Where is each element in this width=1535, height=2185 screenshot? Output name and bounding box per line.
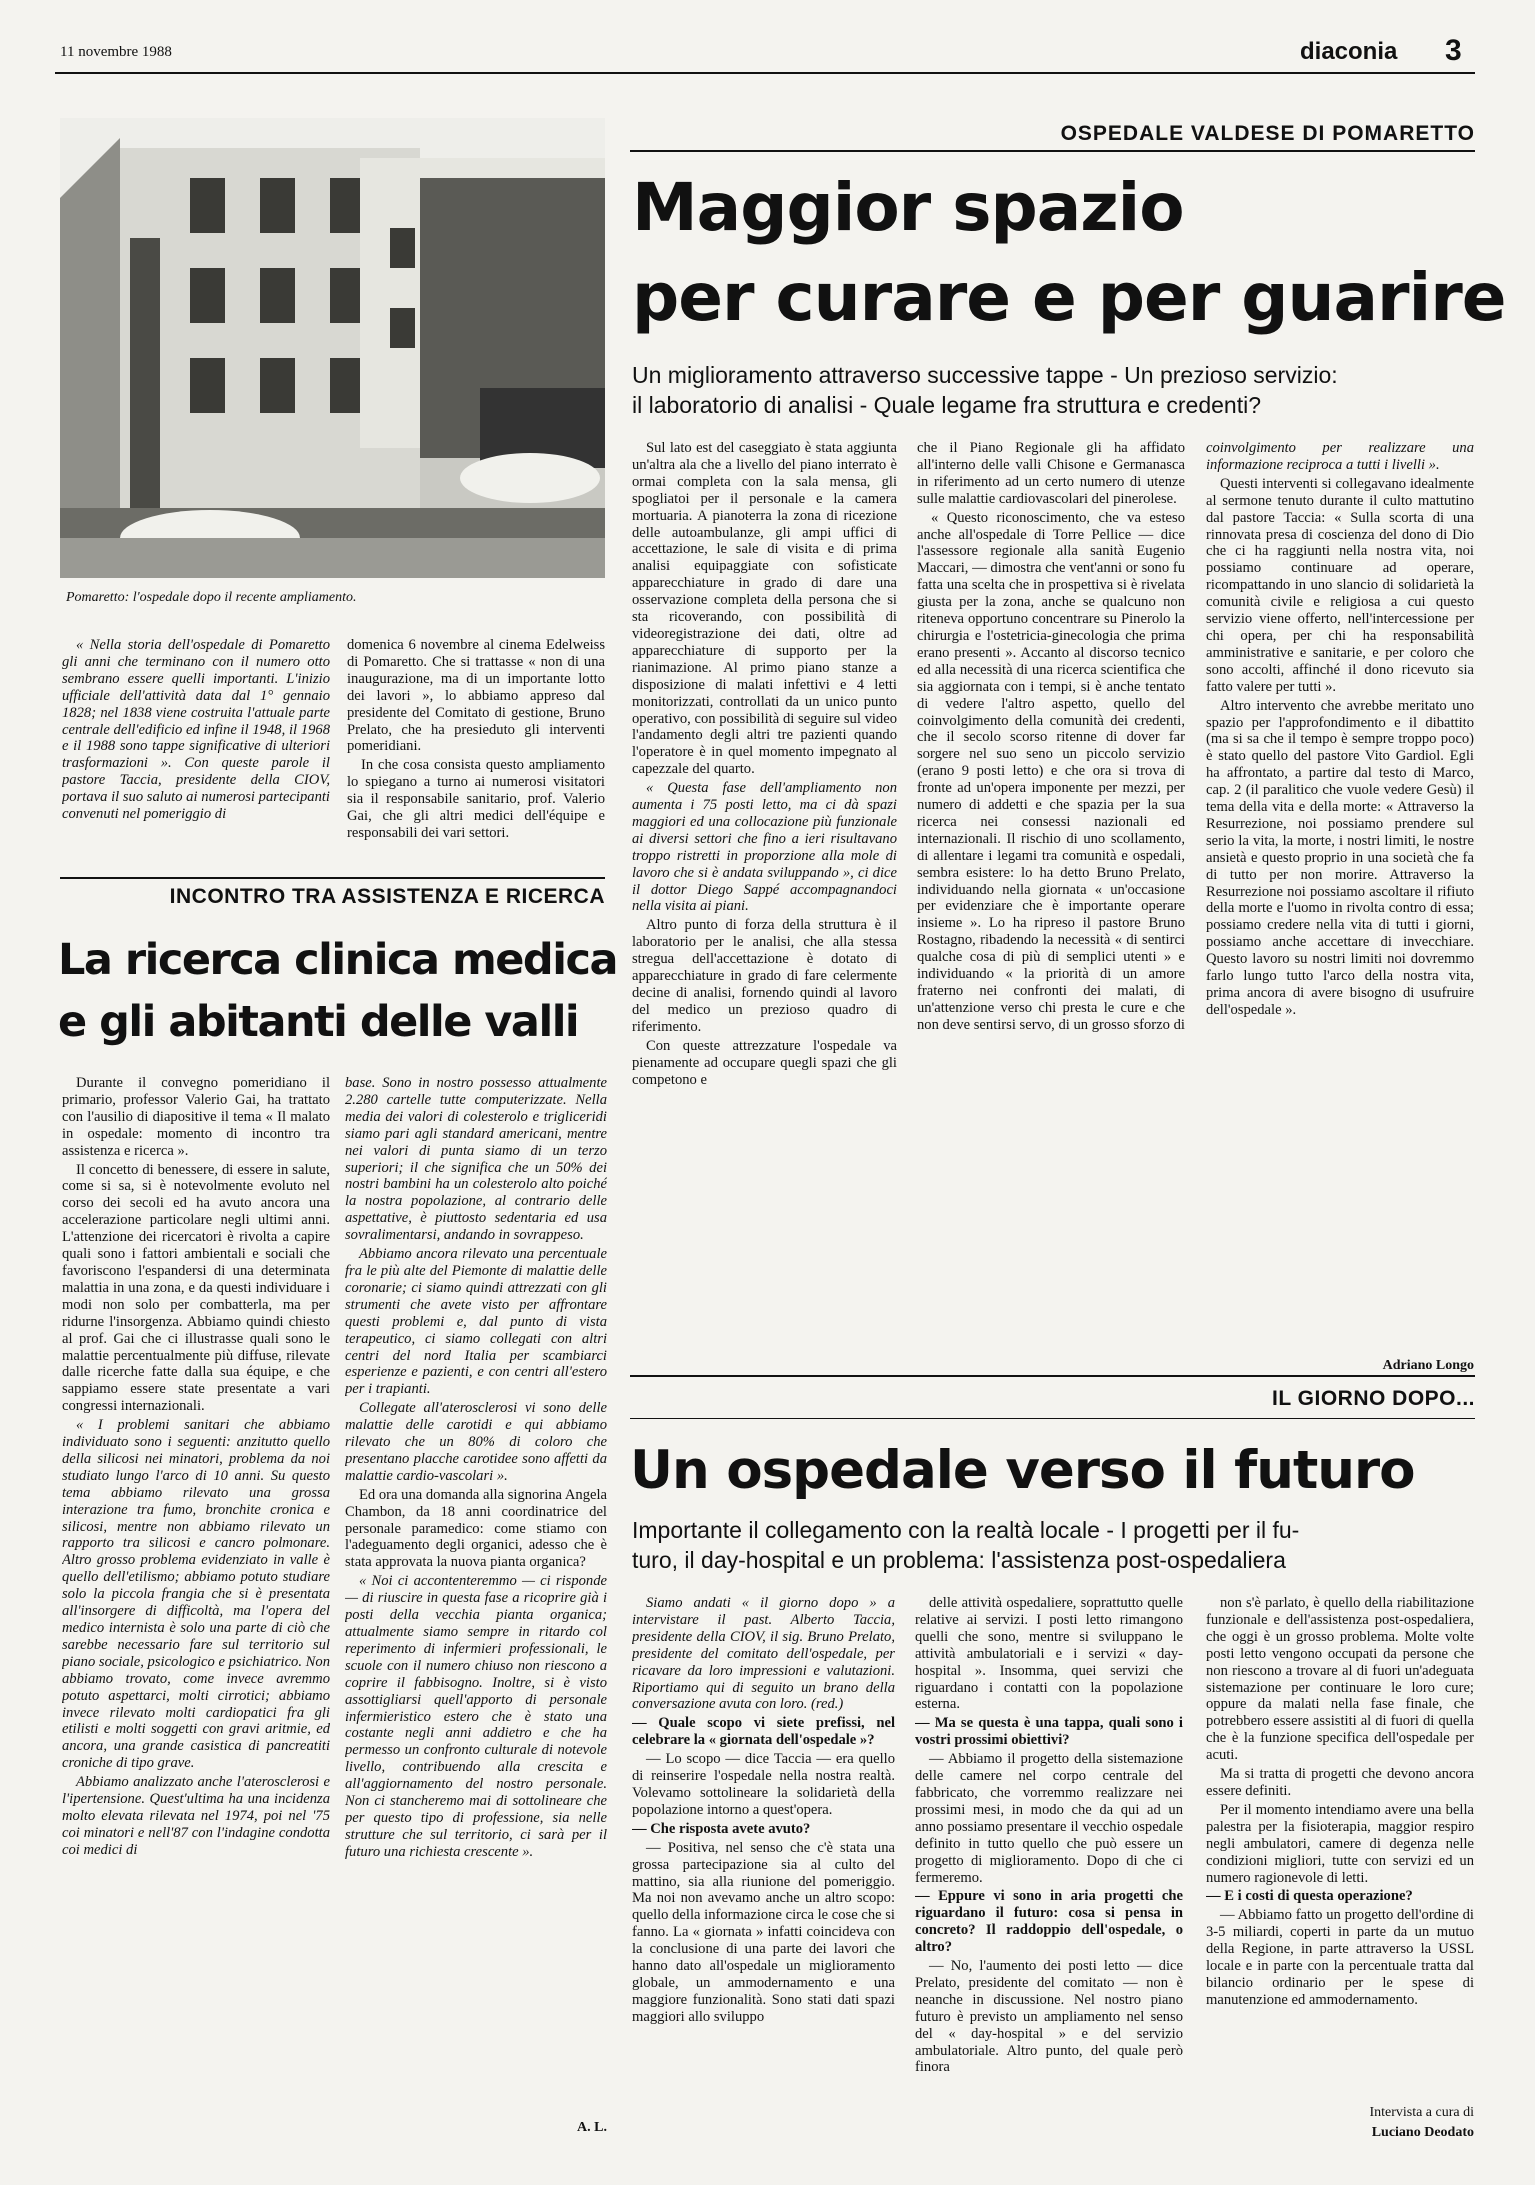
page-number: 3 [1445, 34, 1462, 67]
interview-question: — Eppure vi sono in aria progetti che riguardano il futuro: cosa si pensa in concreto? Il raddoppio dell'ospedale, o altro? [915, 1888, 1183, 1956]
article3-kicker: IL GIORNO DOPO... [1272, 1387, 1475, 1410]
article1-paragraph: che il Piano Regionale gli ha affidato all'interno delle valli Chisone e Germanasca in riferimento ad un certo numero di utenze sulle malattie cardiovascolari del pinerolese. [917, 440, 1185, 507]
article1-paragraph: « Questo riconoscimento, che va esteso anche all'ospedale di Torre Pellice — dice l'assessore regionale alla sanità Eugenio Maccari, — dimostra che vent'anni or sono fu fatta una scelta che in prospettiva si è rivelata giusta per la zona, anche se qualcuno non riteneva opportuno concentrare su Pinerolo la chirurgia e l'ostetricia-ginecologia che prima erano presenti ». Accanto al discorso tecnico ed alla necessità di una ricerca scientifica che sia aggiornata con i tempi, si è anche tentato di vedere l'altro aspetto, quello del coinvolgimento della comunità dei credenti, che il secolo scorso ritenne di dover far sorgere nel suo seno un piccolo servizio (erano 9 posti letto) e che ora si trova di fronte ad un'opera imponente per mezzi, per numero di addetti e che spazia per la sua ricerca nei consessi nazionali ed internazionali. Il rischio di uno scollamento, di allentare i legami tra comunità e ospedali, sembra esistere: lo ha detto Bruno Prelato, individuando nella giornata « un'occasione per evidenziare che è importante operare insieme ». Lo ha ripreso il pastore Bruno Rostagno, ribadendo la necessità « di sentirci qualche cosa di più di semplici utenti » e individuando « la priorità di un amore fraterno nei confronti dei malati, di un'attenzione verso chi presta le cure e che non deve sentirsi servo, di un grosso sforzo di [917, 509, 1185, 1033]
intro-paragraph: « Nella storia dell'ospedale di Pomaretto gli anni che terminano con il numero otto sembrano essere quelli importanti. L'inizio ufficiale dell'attività data dal 1° gennaio 1828; nel 1838 viene costruita l'attuale parte centrale dell'edificio ed infine il 1948, il 1968 e il 1988 sono tappe significative di ulteriori trasformazioni ». Con queste parole il pastore Taccia, presidente della CIOV, portava il suo saluto ai numerosi partecipanti convenuti nel pomeriggio di [62, 637, 330, 823]
interview-paragraph: Ma si tratta di progetti che devono ancora essere definiti. [1206, 1766, 1474, 1799]
article1-kicker: OSPEDALE VALDESE DI POMARETTO [1060, 122, 1475, 145]
article1-paragraph: coinvolgimento per realizzare una informazione reciproca a tutti i livelli ». [1206, 440, 1474, 473]
article3-column-1 [632, 1595, 895, 2155]
article1-paragraph: Altro intervento che avrebbe meritato uno spazio per l'approfondimento e il dibattito (ma si sa che il tempo è sempre troppo poco) è stato quello del pastore Vito Gardiol. Egli ha affrontato, a partire dal testo di Marco, cap. 2 (il paralitico che vuole vedere Gesù) il tema della vita e della morte: « Attraverso la Resurrezione, noi possiamo prendere sul serio la vita, la morte, i nostri limiti, le nostre ansietà e questo proprio in una società che fa di tutto per non morire. Attraverso la Resurrezione noi possiamo ascoltare il rifiuto della morte e l'uomo in rivolta contro di essa; possiamo credere nella vita di tutti i giorni, possiamo anche accettare di invecchiare. Questo lavoro su nostri limiti noi dovremmo farlo lungo tutto l'arco della nostra vita, prima ancora di avere bisogno di usufruire dell'ospedale ». [1206, 697, 1474, 1018]
article1-paragraph: Con queste attrezzature l'ospedale va pienamente ad occupare quegli spazi che gli competono e [632, 1037, 897, 1088]
article3-deck-line1: Importante il collegamento con la realtà locale - I progetti per il fu- [632, 1517, 1300, 1543]
article2-signature: A. L. [577, 2120, 607, 2135]
issue-date: 11 novembre 1988 [60, 44, 172, 60]
article3-column-3 [1206, 1595, 1474, 2095]
article1-paragraph: Sul lato est del caseggiato è stata aggiunta un'altra ala che a livello del piano interrato è ormai completa con la sala mensa, gli spogliatoi per il personale e la camera mortuaria. A pianoterra la zona di ricezione delle autoambulanze, gli ampi uffici di accettazione, le sale di visita e di prima analisi equipaggiate con sofisticate apparecchiature in grado di dare una osservazione completa della persona che si sta ricoverando, con possibilità di videoregistrazione dei dati, oltre ad apparecchiature di supporto per la rianimazione. Al primo piano stanze a disposizione di malati infettivi e 4 letti monitorizzati, controllati da un unico punto operativo, con possibilità di seguire sul video l'andamento degli altri tre pazienti quando l'operatore è in quel momento impegnato al capezzale del quarto. [632, 440, 897, 778]
article1-signature: Adriano Longo [1382, 1358, 1474, 1373]
interview-question: — Ma se questa è una tappa, quali sono i vostri prossimi obiettivi? [915, 1715, 1183, 1749]
article1-paragraph: « Questa fase dell'ampliamento non aumenta i 75 posti letto, ma ci dà spazi maggiori ed una collocazione più funzionale ai diversi settori che fino a ieri risultavano troppo ristretti in proporzione alla mole di lavoro che si è andata sviluppando », ci dice il dottor Diego Sappé accompagnandoci nella visita ai piani. [632, 780, 897, 915]
article1-paragraph: Altro punto di forza della struttura è il laboratorio per le analisi, che alla stessa stregua dell'accettazione è dotato di apparecchiature in grado di fare celermente decine di analisi, fornendo quindi al lavoro del medico un prezioso quadro di riferimento. [632, 917, 897, 1035]
article2-paragraph: Collegate all'aterosclerosi vi sono delle malattie delle carotidi e qui abbiamo rilevato che un 80% di coloro che presentano placche carotidee sono affetti da malattie cardio-vascolari ». [345, 1400, 607, 1484]
kicker-rule [630, 1375, 1475, 1377]
article2-headline-line1: La ricerca clinica medica [58, 935, 617, 985]
kicker-rule [60, 877, 605, 879]
article3-signature-intro: Intervista a cura di [1369, 2105, 1474, 2120]
article2-kicker: INCONTRO TRA ASSISTENZA E RICERCA [169, 885, 605, 908]
article2-paragraph: Abbiamo ancora rilevato una percentuale fra le più alte del Piemonte di malattie delle coronarie; ci siamo quindi attrezzati con gli strumenti che avete visto per affrontare questi problemi e, dal punto di vista terapeutico, ci siamo collegati con altri centri del nord Italia per scambiarci esperienze e pazienti, e con centri all'estero per i trapianti. [345, 1246, 607, 1398]
article2-headline-line2: e gli abitanti delle valli [58, 997, 579, 1047]
article2-paragraph: « Noi ci accontenteremmo — ci risponde — di riuscire in questa fase a ricoprire già i posti della vecchia pianta organica; attualmente siamo sempre in ritardo col reperimento di infermieri professionali, le scuole con il numero chiuso non riescono a coprire il fabbisogno. Inoltre, si è visto assottigliarsi quell'apporto di personale infermieristico estero che è stato una costante negli anni addietro e che ha permesso un confronto culturale di notevole livello, contribuendo alla crescita e all'aggiornamento del nostro personale. Non ci stancheremo mai di sottolineare che per questo tipo di professione, sia nelle strutture che sul territorio, ci sarà per il futuro una richiesta crescente ». [345, 1573, 607, 1860]
article3-deck-line2: turo, il day-hospital e un problema: l'assistenza post-ospedaliera [632, 1547, 1286, 1573]
interview-paragraph: Per il momento intendiamo avere una bella palestra per la fisioterapia, maggior respiro negli ambulatori, camere di degenza nelle condizioni migliori, tutte con servizi ed un numero ragionevole di letti. [1206, 1801, 1474, 1886]
article3-column-2 [915, 1595, 1183, 2155]
article2-column-1 [62, 1075, 330, 2140]
interview-paragraph: delle attività ospedaliere, soprattutto quelle relative ai servizi. I posti letto rimangono quelli che sono, mentre si sviluppano le attività ambulatoriali e i servizi « day-hospital ». Insomma, quei servizi che riguardano i contatti con la popolazione esterna. [915, 1595, 1183, 1713]
article1-paragraph: Questi interventi si collegavano idealmente al sermone tenuto durante il culto mattutino dal pastore Taccia: « Sulla scorta di una rinnovata presa di coscienza del dono di Dio che ci ha raggiunti nella nostra vita, noi possiamo continuare ad operare, ricompattando in uno slancio di solidarietà la comunità civile e religiosa a cui questo servizio viene offerto, nell'intercessione per chi opera, per chi ha responsabilità amministrative e sanitarie, e per coloro che sono accolti, affinché il dono ricevuto sia fatto valere per tutti ». [1206, 475, 1474, 695]
hospital-photo [60, 118, 605, 578]
intro-column-right [347, 637, 605, 857]
article2-paragraph: Il concetto di benessere, di essere in salute, come si sa, si è notevolmente evoluto nel corso dei secoli ed ha avuto ancora una accelerazione particolare negli ultimi anni. L'attenzione dei ricercatori è rivolta a capire quali sono i fattori ambientali e sociali che favoriscono l'espandersi di una determinata malattia in una zona, e da questi individuare i modi non solo per combatterla, ma per ridurne l'insorgenza. Abbiamo quindi chiesto al prof. Gai che ci illustrasse quali sono le malattie percentualmente più diffuse, rilevate dalle ricerche fatte dalla sua équipe, e che sappiamo essere state presentate a vari congressi internazionali. [62, 1161, 330, 1415]
article1-column-2 [917, 440, 1185, 1370]
article3-signature: Luciano Deodato [1371, 2125, 1474, 2140]
intro-paragraph: domenica 6 novembre al cinema Edelweiss di Pomaretto. Che si trattasse « non di una inaugurazione, ma di un importante lotto dei lavori », lo abbiamo appreso dal presidente del Comitato di gestione, Bruno Prelato, che ha presieduto gli interventi pomeridiani. [347, 637, 605, 755]
interview-paragraph: — Abbiamo fatto un progetto dell'ordine di 3-5 miliardi, coperti in parte da un mutuo della Regione, in parte attraverso la USSL locale e in parte con la percentuale tratta dal bilancio ordinario per le spese di manutenzione ed ammodernamento. [1206, 1907, 1474, 2008]
article1-deck-line2: il laboratorio di analisi - Quale legame fra struttura e credenti? [632, 392, 1261, 418]
header-rule [55, 72, 1475, 74]
interview-paragraph: — Abbiamo il progetto della sistemazione delle camere nel corpo centrale del fabbricato, che vorremmo realizzare nei prossimi mesi, in modo che da qui ad un anno possiamo presentare il vecchio ospedale definito in tutto quello che può essere un progetto di miglioramento. Dopo di che ci fermeremo. [915, 1751, 1183, 1886]
article1-column-3 [1206, 440, 1474, 1355]
article1-headline-line1: Maggior spazio [632, 169, 1184, 246]
article2-paragraph: Ed ora una domanda alla signorina Angela Chambon, da 18 anni coordinatrice del personale paramedico: come stiamo con l'adeguamento degli organici, adesso che è stata approvata la nuova pianta organica? [345, 1486, 607, 1571]
intro-column-left [62, 637, 330, 857]
article2-paragraph: « I problemi sanitari che abbiamo individuato sono i seguenti: anzitutto quello della silicosi nei minatori, problema da noi studiato lungo l'arco di 10 anni. Su questo tema abbiamo rilevato una grossa interazione tra fumo, bronchite cronica e silicosi, mentre non abbiamo rilevato un rapporto tra silicosi e cancro polmonare. Altro grosso problema evidenziato in valle è quello dell'etilismo; abbiamo potuto studiare solo la piccola frangia che si è presentata all'insorgere di difficoltà, ma l'opera del medico internista è solo una parte di ciò che sarebbe necessario fare sul territorio sul piano sociale, psicologico e psichiatrico. Non abbiamo trovato, come invece avremmo potuto aspettarci, molti cirrotici; abbiamo invece rilevato molti cardiopatici fra gli etilisti e molti soggetti con gravi aritmie, ed ancora, una grande casistica di pancreatiti croniche di tipo grave. [62, 1417, 330, 1772]
article1-column-1 [632, 440, 897, 1370]
interview-question: — Che risposta avete avuto? [632, 1820, 811, 1837]
photo-caption: Pomaretto: l'ospedale dopo il recente ampliamento. [66, 590, 357, 605]
article2-paragraph: base. Sono in nostro possesso attualmente 2.280 cartelle tutte computerizzate. Nella media dei valori di colesterolo e trigliceridi siamo pari agli standard americani, mentre nei valori di punta siamo di un terzo superiori; il che significa che un 50% dei nostri bambini ha un colesterolo alto poiché la nostra popolazione, al contrario delle aspettative, è piuttosto sedentaria ed usa sovralimentarsi, andando in sovrappeso. [345, 1075, 607, 1244]
article2-paragraph: Abbiamo analizzato anche l'aterosclerosi e l'ipertensione. Quest'ultima ha una incidenza molto elevata rilevata nel 1974, poi nel '75 coi minatori e nell'87 con l'indagine condotta coi medici di [62, 1774, 330, 1858]
interview-question: — E i costi di questa operazione? [1206, 1888, 1413, 1905]
intro-paragraph: In che cosa consista questo ampliamento lo spiegano a turno ai numerosi visitatori sia il responsabile sanitario, prof. Valerio Gai, che gli altri medici dell'équipe e responsabili dei vari settori. [347, 757, 605, 841]
article3-headline: Un ospedale verso il futuro [630, 1440, 1415, 1501]
article2-column-2 [345, 1075, 607, 2120]
kicker-rule [630, 150, 1475, 152]
article2-paragraph: Durante il convegno pomeridiano il primario, professor Valerio Gai, ha trattato con l'ausilio di diapositive il tema « Il malato in ospedale: momento di incontro tra assistenza e ricerca ». [62, 1075, 330, 1159]
interview-question: — Quale scopo vi siete prefissi, nel celebrare la « giornata dell'ospedale »? [632, 1715, 895, 1749]
article1-deck-line1: Un miglioramento attraverso successive tappe - Un prezioso servizio: [632, 362, 1338, 388]
interview-paragraph: — Positiva, nel senso che c'è stata una grossa partecipazione sia al culto del mattino, sia alla riunione del pomeriggio. Ma noi non avevamo anche un altro scopo: quello della informazione circa le cose che si fanno. La « giornata » infatti coincideva con la conclusione di una parte dei lavori che hanno dato all'ospedale un miglioramento globale, un ammodernamento e una maggiore funzionalità. Sono stati dati spazi maggiori allo sviluppo [632, 1839, 895, 2025]
hospital-building-illustration [60, 118, 605, 578]
kicker-rule [630, 1418, 1475, 1419]
publication-name: diaconia [1300, 38, 1398, 65]
interview-paragraph: — No, l'aumento dei posti letto — dice Prelato, presidente del comitato — non è neanche in discussione. Nel nostro piano futuro è previsto un ampliamento nel senso del « day-hospital » e del servizio ambulatoriale. Altro punto, del quale però finora [915, 1958, 1183, 2076]
interview-paragraph: non s'è parlato, è quello della riabilitazione funzionale e dell'assistenza post-ospedaliera, che oggi è un grosso problema. Molte volte posti letto vengono occupati da persone che non riescono a trovare al di fuori un'adeguata sistemazione per continuare le loro cure; oppure da malati nella fase finale, che potrebbero essere assistiti al di fuori di quella che è la funzione specifica dell'ospedale per acuti. [1206, 1595, 1474, 1764]
interview-paragraph: Siamo andati « il giorno dopo » a intervistare il past. Alberto Taccia, presidente della CIOV, il sig. Bruno Prelato, presidente del comitato dell'ospedale, per ricavare da loro impressioni e valutazioni. Riportiamo qui di seguito un brano della conversazione avuta con loro. (red.) [632, 1595, 895, 1713]
interview-paragraph: — Lo scopo — dice Taccia — era quello di reinserire l'ospedale nella nostra realtà. Volevamo sottolineare la solidarietà della popolazione intorno a quest'opera. [632, 1751, 895, 1818]
article1-headline-line2: per curare e per guarire [632, 259, 1506, 336]
